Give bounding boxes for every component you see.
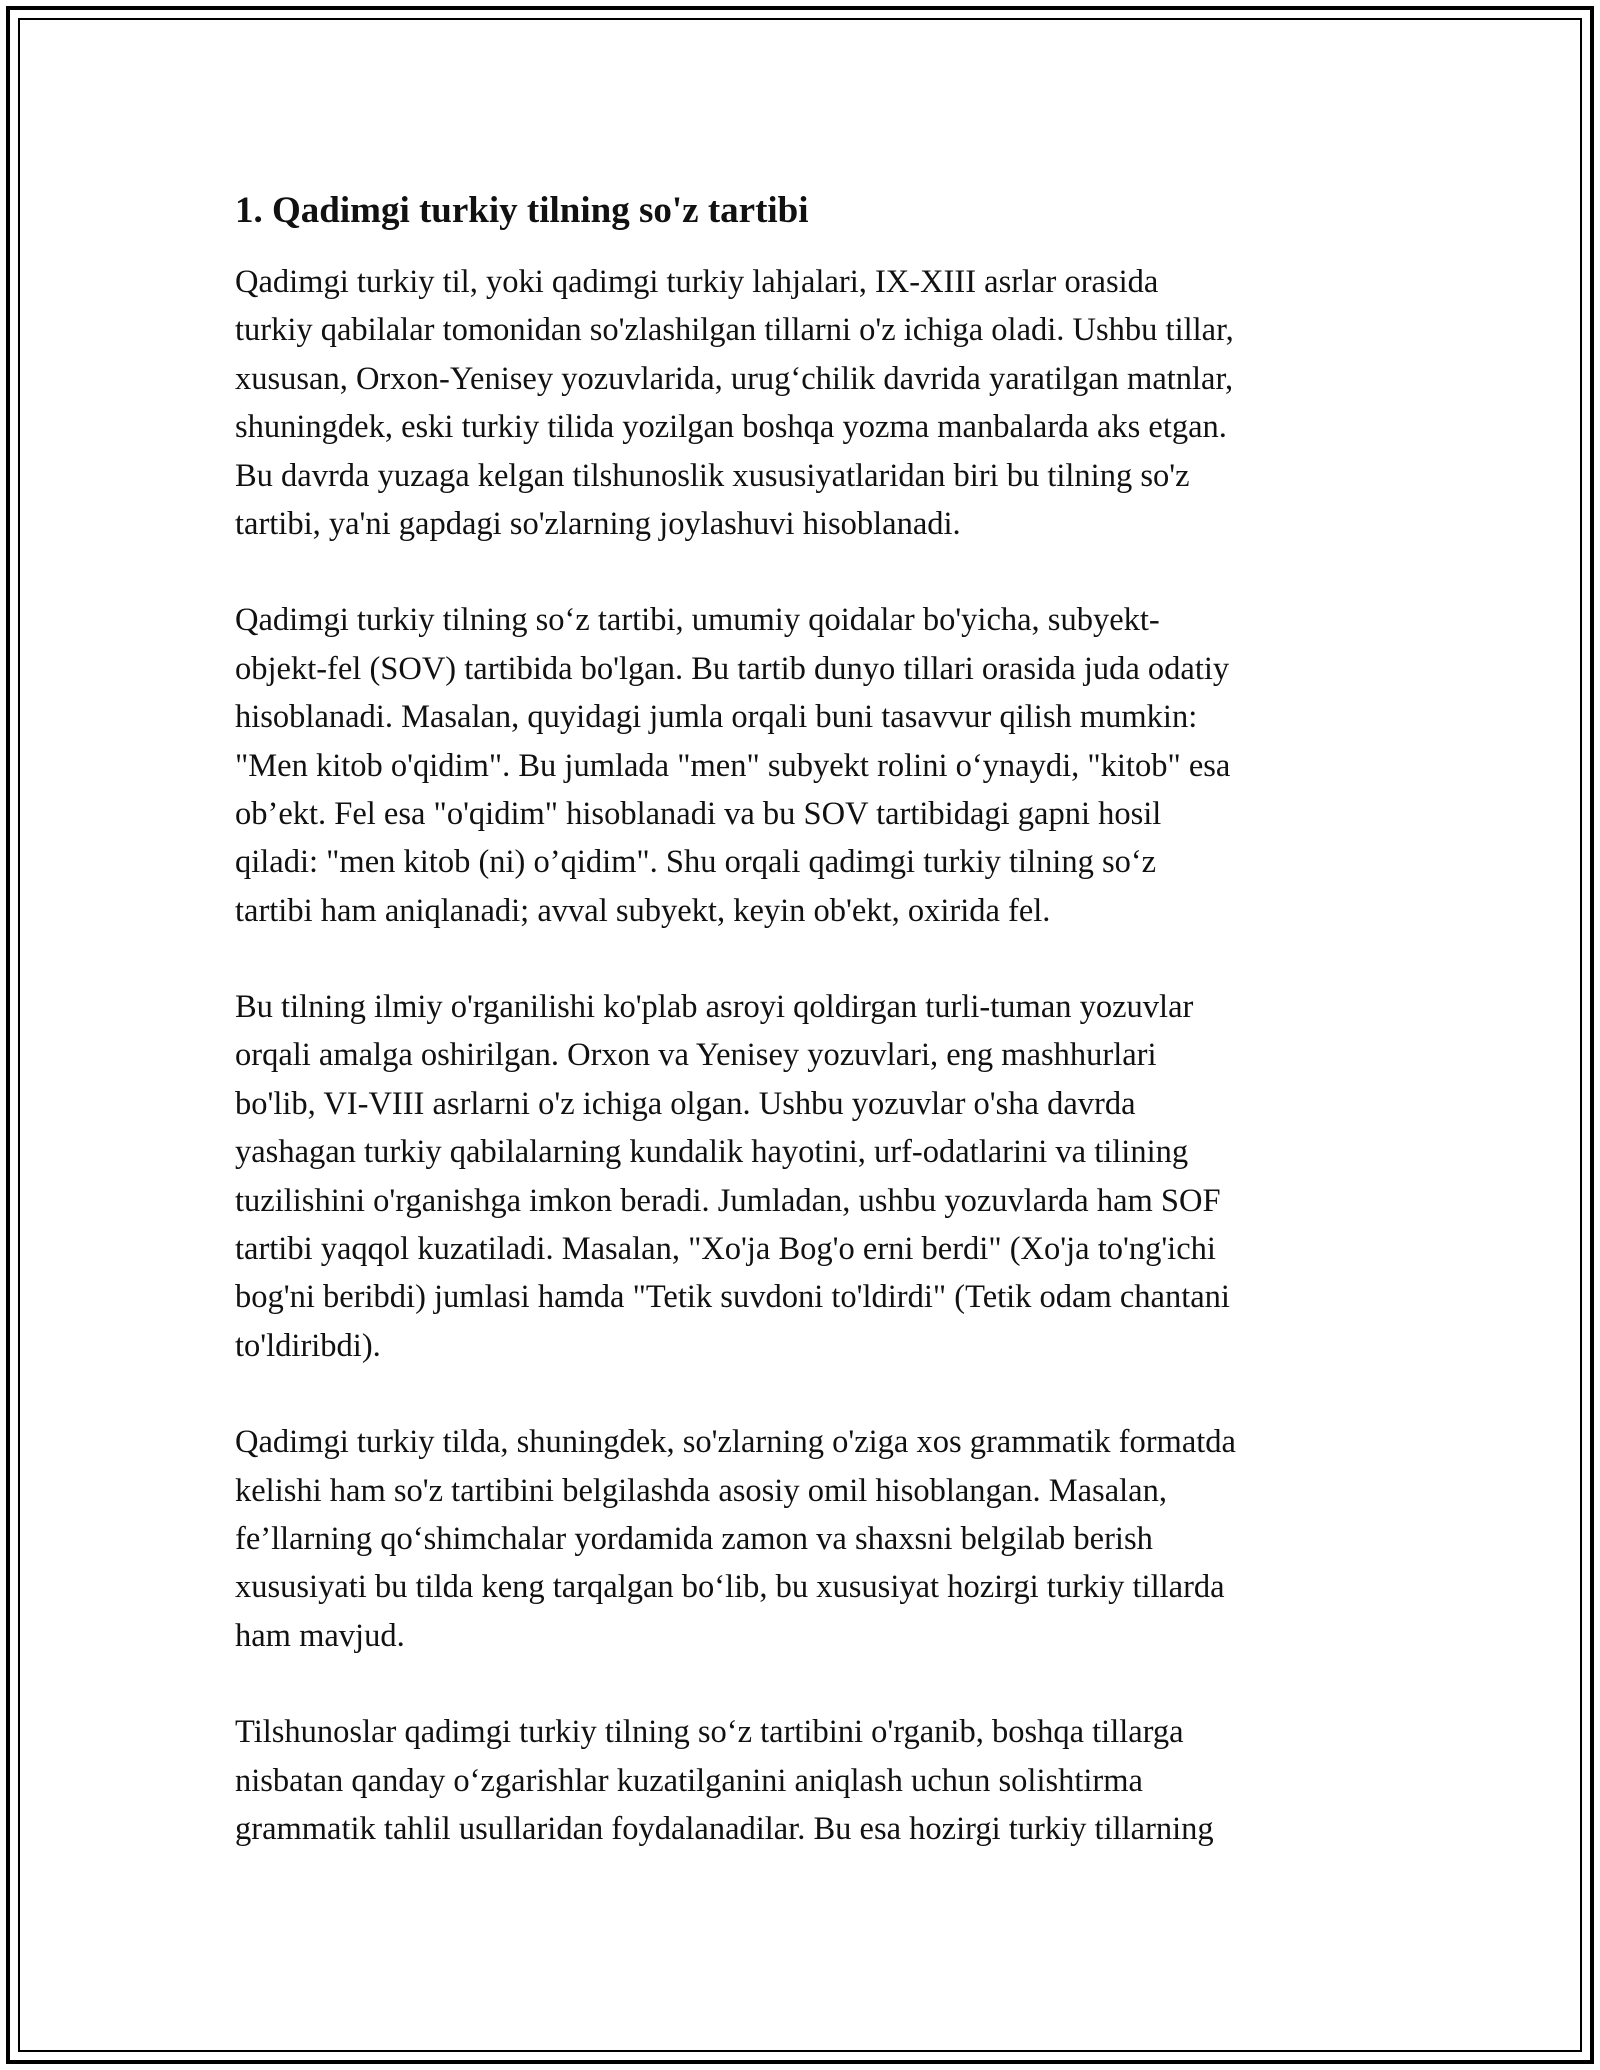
text-line: qiladi: "men kitob (ni) o’qidim". Shu orqali qadimgi turkiy tilning so‘z: [235, 844, 1157, 881]
paragraph: [235, 1418, 1370, 1660]
text-line: Bu tilning ilmiy o'rganilishi ko'plab asroyi qoldirgan turli-tuman yozuvlar: [235, 989, 1194, 1026]
text-line: "Men kitob o'qidim". Bu jumlada "men" subyekt rolini o‘ynaydi, "kitob" esa: [235, 747, 1231, 784]
text-line: fe’llarning qo‘shimchalar yordamida zamon va shaxsni belgilab berish: [235, 1520, 1153, 1557]
text-line: shuningdek, eski turkiy tilida yozilgan boshqa yozma manbalarda aks etgan.: [235, 409, 1227, 446]
text-line: turkiy qabilalar tomonidan so'zlashilgan tillarni o'z ichiga oladi. Ushbu tillar,: [235, 312, 1234, 349]
text-line: ham mavjud.: [235, 1617, 405, 1654]
text-line: objekt-fel (SOV) tartibida bo'lgan. Bu tartib dunyo tillari orasida juda odatiy: [235, 650, 1230, 687]
text-line: tuzilishini o'rganishga imkon beradi. Jumladan, ushbu yozuvlarda ham SOF: [235, 1182, 1221, 1219]
text-line: nisbatan qanday o‘zgarishlar kuzatilganini aniqlash uchun solishtirma: [235, 1762, 1143, 1799]
paragraph: [235, 1708, 1370, 1853]
paragraph: [235, 983, 1370, 1370]
text-line: to'ldiribdi).: [235, 1327, 381, 1364]
paragraphs-container: [235, 258, 1370, 1853]
text-line: tartibi ham aniqlanadi; avval subyekt, keyin ob'ekt, oxirida fel.: [235, 892, 1051, 929]
section-heading: 1. Qadimgi turkiy tilning so'z tartibi: [235, 190, 809, 231]
text-line: tartibi, ya'ni gapdagi so'zlarning joylashuvi hisoblanadi.: [235, 505, 961, 542]
text-line: Qadimgi turkiy til, yoki qadimgi turkiy lahjalari, IX-XIII asrlar orasida: [235, 264, 1159, 300]
text-line: hisoblanadi. Masalan, quyidagi jumla orqali buni tasavvur qilish mumkin:: [235, 699, 1198, 736]
text-line: Qadimgi turkiy tilda, shuningdek, so'zlarning o'ziga xos grammatik formatda: [235, 1424, 1236, 1461]
text-line: bo'lib, VI-VIII asrlarni o'z ichiga olgan. Ushbu yozuvlar o'sha davrda: [235, 1085, 1136, 1122]
text-line: Bu davrda yuzaga kelgan tilshunoslik xususiyatlaridan biri bu tilning so'z: [235, 457, 1190, 494]
text-line: xususan, Orxon-Yenisey yozuvlarida, urug‘chilik davrida yaratilgan matnlar,: [235, 360, 1234, 397]
text-line: grammatik tahlil usullaridan foydalanadilar. Bu esa hozirgi turkiy tillarning: [235, 1810, 1214, 1847]
paragraph: [235, 258, 1370, 548]
text-line: Qadimgi turkiy tilning so‘z tartibi, umumiy qoidalar bo'yicha, subyekt-: [235, 602, 1160, 639]
paragraph: [235, 596, 1370, 935]
document-body: [235, 187, 1370, 1901]
text-line: bog'ni beribdi) jumlasi hamda "Tetik suvdoni to'ldirdi" (Tetik odam chantani: [235, 1279, 1230, 1316]
text-line: xususiyati bu tilda keng tarqalgan bo‘lib, bu xususiyat hozirgi turkiy tillarda: [235, 1569, 1225, 1606]
text-line: yashagan turkiy qabilalarning kundalik hayotini, urf-odatlarini va tilining: [235, 1134, 1189, 1171]
text-line: ob’ekt. Fel esa "o'qidim" hisoblanadi va bu SOV tartibidagi gapni hosil: [235, 795, 1162, 832]
text-line: Tilshunoslar qadimgi turkiy tilning so‘z tartibini o'rganib, boshqa tillarga: [235, 1714, 1184, 1751]
text-line: tartibi yaqqol kuzatiladi. Masalan, "Xo'ja Bog'o erni berdi" (Xo'ja to'ng'ichi: [235, 1231, 1216, 1268]
text-line: orqali amalga oshirilgan. Orxon va Yenisey yozuvlari, eng mashhurlari: [235, 1037, 1157, 1074]
text-line: kelishi ham so'z tartibini belgilashda asosiy omil hisoblangan. Masalan,: [235, 1472, 1167, 1509]
